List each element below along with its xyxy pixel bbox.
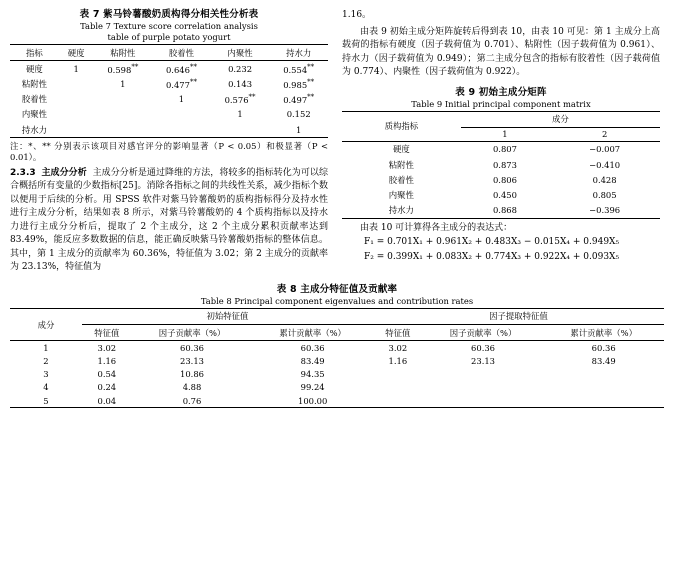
table7-col-5: 持水力 xyxy=(269,45,328,61)
value: 0.477 xyxy=(165,79,190,90)
table8-cell xyxy=(423,381,544,394)
table9 xyxy=(342,111,660,219)
sig-mark: ** xyxy=(248,93,256,102)
table7-cell xyxy=(211,122,270,138)
table7-cell xyxy=(152,61,211,77)
table9-block xyxy=(342,84,660,219)
value: 0.576 xyxy=(224,95,249,106)
table8-cell xyxy=(373,394,423,408)
table8-cell: 3.02 xyxy=(97,342,117,353)
value: 0.598 xyxy=(107,64,132,75)
table7-title-cn: 表 7 紫马铃薯酸奶质构得分相关性分析表 xyxy=(79,9,259,20)
value: 0.554 xyxy=(283,64,308,75)
table-row xyxy=(10,368,664,381)
table8 xyxy=(10,308,664,408)
table9-subcol-1: 1 xyxy=(461,127,550,141)
table7-cell xyxy=(269,61,328,77)
table8-block xyxy=(10,281,664,408)
table8-subcol-2: 累计贡献率（%） xyxy=(252,325,373,341)
table7-cell xyxy=(94,107,153,122)
table7-cell xyxy=(269,76,328,91)
sig-mark: ** xyxy=(307,78,315,87)
table8-cell: 1.16 xyxy=(388,355,408,366)
table-row xyxy=(10,381,664,394)
table7-cell xyxy=(211,92,270,107)
table9-cell: 0.806 xyxy=(492,174,517,185)
table9-cell: −0.396 xyxy=(549,203,660,219)
table9-cell: 持水力 xyxy=(342,203,461,219)
table8-cell: 60.36 xyxy=(591,342,616,353)
table8-header-row-1 xyxy=(10,308,664,324)
table8-cell xyxy=(373,381,423,394)
table-row xyxy=(10,61,328,77)
table8-group-extracted: 因子提取特征值 xyxy=(373,308,664,324)
table9-cell: 硬度 xyxy=(392,144,410,155)
table7-cell xyxy=(152,76,211,91)
table7-cell xyxy=(152,122,211,138)
table8-cell: 100.00 xyxy=(252,394,373,408)
table-row xyxy=(342,157,660,172)
left-column xyxy=(10,6,328,275)
table7-cell: 胶着性 xyxy=(21,94,47,105)
table9-subcol-2: 2 xyxy=(549,127,660,141)
table7-cell xyxy=(59,92,94,107)
table7-cell xyxy=(94,92,153,107)
table8-cell: 60.36 xyxy=(471,342,496,353)
table9-title-cn: 表 9 初始主成分矩阵 xyxy=(455,86,547,98)
table8-cell xyxy=(423,394,544,408)
table9-cell: 0.807 xyxy=(492,144,517,155)
table7-col-1: 硬度 xyxy=(59,45,94,61)
table8-cell: 3 xyxy=(43,369,49,380)
table8-cell: 1.16 xyxy=(97,355,117,366)
sig-mark: ** xyxy=(307,62,315,71)
table8-cell xyxy=(543,394,664,408)
sig-mark: ** xyxy=(189,62,197,71)
table8-cell xyxy=(423,368,544,381)
table7-cell: 粘附性 xyxy=(21,78,47,89)
table7-cell xyxy=(94,122,153,138)
table7-cell xyxy=(211,61,270,77)
table9-cell: 0.805 xyxy=(592,190,617,201)
table9-cell: 0.428 xyxy=(592,174,617,185)
table8-cell: 99.24 xyxy=(300,382,325,393)
section-title: 主成分分析 xyxy=(41,167,87,178)
table9-title-en: Table 9 Initial principal component matrix xyxy=(411,98,591,109)
table7-cell: 硬度 xyxy=(26,63,43,74)
table8-cell xyxy=(543,368,664,381)
table8-cell: 94.35 xyxy=(300,369,325,380)
section-number: 2.3.3 xyxy=(10,167,36,178)
formula-1: F₁ = 0.701X₁ + 0.961X₂ + 0.483X₃ − 0.015X₄ + 0.949X₅ xyxy=(364,237,620,248)
table9-cell: −0.410 xyxy=(589,159,621,170)
sig-mark: ** xyxy=(189,78,197,87)
table8-cell xyxy=(543,381,664,394)
table9-cell: 0.450 xyxy=(492,190,517,201)
continued-number: 1.16。 xyxy=(342,10,372,20)
table7-title-en2: table of purple potato yogurt xyxy=(107,32,231,42)
table7-title-en: Table 7 Texture score correlation analysis xyxy=(80,21,258,31)
table9-cell: 0.868 xyxy=(461,203,550,219)
table8-cell: 83.49 xyxy=(591,355,616,366)
table7 xyxy=(10,44,328,138)
table8-cell: 2 xyxy=(43,355,49,366)
table-row xyxy=(10,92,328,107)
table8-cell: 60.36 xyxy=(300,342,325,353)
table9-cell: 粘附性 xyxy=(388,159,414,170)
table8-cell: 1 xyxy=(43,342,49,353)
table-row xyxy=(10,122,328,138)
table8-cell: 0.54 xyxy=(97,369,117,380)
table7-cell: 1 xyxy=(178,94,185,105)
table8-cell: 4 xyxy=(43,382,49,393)
right-paragraph-1: 由表 9 初始主成分矩阵旋转后得到表 10，由表 10 可见：第 1 主成分上高载荷的指标有硬度（因子载荷值为 0.701）、粘附性（因子载荷值为 0.961）、持水力（因子载荷值为 0.949）；第二主成分包含的指标有胶着性（因子载荷值为 0.774）、内聚性（因子载荷值为 0.922）。 xyxy=(342,26,660,77)
table8-cell: 4.88 xyxy=(182,382,202,393)
table7-col-0: 指标 xyxy=(10,45,59,61)
value: 0.143 xyxy=(228,78,253,89)
section-2-3-3 xyxy=(10,167,328,275)
sig-mark: ** xyxy=(307,93,315,102)
right-column xyxy=(342,6,660,275)
table8-cell: 23.13 xyxy=(180,355,204,366)
table-row xyxy=(342,172,660,187)
table-row xyxy=(10,76,328,91)
table7-cell: 1 xyxy=(237,109,243,120)
table7-header-row xyxy=(10,45,328,61)
table9-cell: 胶着性 xyxy=(388,174,414,185)
table7-col-3: 胶着性 xyxy=(152,45,211,61)
table-row xyxy=(342,187,660,202)
table7-col-4: 内聚性 xyxy=(211,45,270,61)
table8-subcol-5: 累计贡献率（%） xyxy=(543,325,664,341)
table7-cell xyxy=(152,107,211,122)
table9-cell: 0.873 xyxy=(492,159,517,170)
table8-cell: 23.13 xyxy=(471,355,496,366)
table7-cell xyxy=(211,76,270,91)
table7-cell xyxy=(59,122,94,138)
table9-cell: −0.007 xyxy=(589,144,621,155)
value: 0.646 xyxy=(165,64,190,75)
table7-cell xyxy=(94,61,153,77)
table8-cell: 0.76 xyxy=(132,394,253,408)
table8-cell: 60.36 xyxy=(180,342,204,353)
section-body: 主成分分析是通过降维的方法，将较多的指标转化为可以综合概括所有变量的少数指标[25]。消除各指标之间的共线性关系，减少指标个数以便用于后续的分析。用 SPSS 软件对紫马铃薯酸奶的质构指标得分及持水性进行主成分分析，结果如表 8 所示，对紫马铃薯酸奶的 4 个质构指标以及持水力进行主成分分析后，提取了 2 个主成分，这 2 个主成分累积贡献率达到 83.49%，能反应多数数据的信息，能正确反映紫马铃薯酸奶指标的整体信息。其中，第 1 主成分的贡献率为 60.36%，特征值为 3.02；第 2 主成分的贡献率为 23.13%，特征值为 xyxy=(10,167,328,273)
table8-cell: 10.86 xyxy=(180,369,204,380)
table7-cell: 1 xyxy=(120,78,126,89)
table7-cell xyxy=(269,92,328,107)
table-row xyxy=(10,341,664,355)
sig-mark: ** xyxy=(131,62,139,71)
table7-note: 注：*、** 分别表示该项目对感官评分的影响显著（P < 0.05）和极显著（P < 0.01）。 xyxy=(10,141,328,163)
table8-header-row-2 xyxy=(10,325,664,341)
table8-cell xyxy=(373,368,423,381)
table8-subcol-4: 因子贡献率（%） xyxy=(423,325,544,341)
table8-cell: 83.49 xyxy=(300,355,325,366)
table7-cell: 1 xyxy=(73,63,79,74)
value: 0.985 xyxy=(283,79,308,90)
two-column-layout xyxy=(10,6,664,275)
right-paragraph-2: 由表 10 可计算得各主成分的表达式： xyxy=(360,222,513,233)
table8-subcol-0: 特征值 xyxy=(82,325,132,341)
table7-block xyxy=(10,6,328,164)
table-row xyxy=(10,394,664,408)
table9-col-indicator: 质构指标 xyxy=(342,111,461,141)
table8-subcol-1: 因子贡献率（%） xyxy=(132,325,253,341)
table-row xyxy=(342,141,660,157)
table7-cell: 持水力 xyxy=(10,122,59,138)
formula-2: F₂ = 0.399X₁ + 0.083X₂ + 0.774X₃ + 0.922X₄ + 0.093X₅ xyxy=(364,251,620,262)
table8-group-initial: 初始特征值 xyxy=(82,308,373,324)
value: 0.232 xyxy=(228,63,253,74)
table9-cell: 内聚性 xyxy=(388,190,414,201)
table9-col-group: 成分 xyxy=(461,111,660,127)
table7-cell: 1 xyxy=(269,122,328,138)
table-row xyxy=(10,107,328,122)
table8-cell: 0.24 xyxy=(97,382,117,393)
table9-header-row-1 xyxy=(342,111,660,127)
table7-cell xyxy=(59,107,94,122)
table8-title-en: Table 8 Principal component eigenvalues and contribution rates xyxy=(200,295,474,306)
table8-title-cn: 表 8 主成分特征值及贡献率 xyxy=(276,283,398,295)
table-row xyxy=(342,203,660,219)
table-row xyxy=(10,354,664,367)
table7-col-2: 粘附性 xyxy=(94,45,153,61)
table7-cell xyxy=(59,76,94,91)
table7-cell: 0.152 xyxy=(286,109,311,120)
table7-cell: 内聚性 xyxy=(21,109,47,120)
table8-col-component: 成分 xyxy=(10,308,82,340)
value: 0.497 xyxy=(283,95,308,106)
table8-cell: 5 xyxy=(10,394,82,408)
table8-cell: 0.04 xyxy=(82,394,132,408)
table8-cell: 3.02 xyxy=(388,342,408,353)
table8-subcol-3: 特征值 xyxy=(373,325,423,341)
